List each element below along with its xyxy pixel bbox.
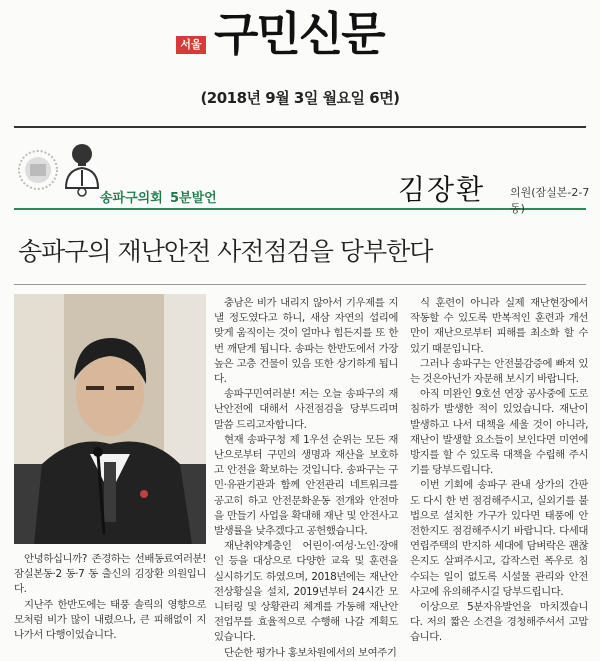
paragraph: 송파구민여러분! 저는 오늘 송파구의 재난안전에 대해서 사전점검을 당부드리며 말씀 드리고자합니다. bbox=[214, 388, 398, 431]
paragraph: 그러나 송파구는 안전불감증에 빠져 있는 것은아닌가 자문해 보시기 바랍니다. bbox=[410, 357, 588, 386]
paragraph: 지난주 한반도에는 태풍 솔릭의 영향으로 모처럼 비가 많이 내렸으나, 큰 피해없이 지나가서 다행이었습니다. bbox=[14, 598, 206, 642]
dateline: (2018년 9월 3일 월요일 6면) bbox=[200, 89, 400, 107]
paragraph: 식 훈련이 아니라 실제 재난현장에서 작동할 수 있도록 반복적인 훈련과 개선만이 재난으로부터 피해를 최소화 할 수 있기 때문입니다. bbox=[410, 297, 588, 355]
council-seal-icon bbox=[16, 148, 60, 200]
paragraph: 이상으로 5분자유발언을 마치겠습니다. 저의 짧은 소견을 경청해주셔서 고맙습니다. bbox=[410, 601, 588, 644]
paragraph: 안녕하십니까? 존경하는 선배동료여러분! 잠실본동·2 동·7 동 출신의 김장환 의원입니다. bbox=[14, 553, 206, 596]
body-column-2 bbox=[214, 296, 398, 661]
region-badge: 서울 bbox=[176, 36, 206, 54]
paragraph: 현재 송파구청 제 1우선 순위는 모든 재난으로부터 구민의 생명과 재산을 보호하고 안전을 확보하는 것입니다. 송파구는 구민·유관기관과 함께 안전관리 네트워크를 공고히 하고 안전문화운동 전개와 안전마을 만들기 사업을 확대해 재난 및 안전사고 발생률을 낮추겠다고 공헌했습니다. bbox=[214, 433, 398, 538]
masthead bbox=[0, 0, 600, 70]
speaker-photo bbox=[14, 294, 206, 544]
headline-rule bbox=[14, 284, 586, 285]
speaker-role: 의원(잠실본-2-7동) bbox=[510, 186, 590, 215]
paper-name: 구민신문 bbox=[214, 7, 384, 61]
body-column-3 bbox=[410, 296, 588, 646]
headline: 송파구의 재난안전 사전점검을 당부한다 bbox=[18, 237, 433, 266]
paragraph: 단순한 평가나 홍보차원에서의 보여주기 bbox=[224, 646, 397, 659]
paragraph: 아직 미완인 9호선 연장 공사중에 도로침하가 발생한 적이 있었습니다. 재난이 발생하고 나서 대책을 세울 것이 아니라, 재난이 발생할 요소들이 보인다면 미연에 방지를 할 수 있도록 대책을 수립해 주시기를 당부드립니다. bbox=[410, 388, 588, 477]
council-name: 송파구의회 bbox=[100, 191, 163, 206]
header-rule bbox=[14, 208, 586, 210]
paragraph: 충남은 비가 내리지 않아서 기우제를 지낼 정도였다고 하니, 새삼 자연의 섭리에 맞게 움직이는 것이 얼마나 힘든지를 또 한번 깨닫게 됩니다. 송파는 한반도에서 가장 높은 고층 건물이 있음 또한 상기하게 됩니다. bbox=[214, 297, 398, 386]
top-rule bbox=[14, 126, 586, 128]
paragraph: 재난취약계층인 어린이·여성·노인·장애인 등을 대상으로 다양한 교육 및 훈련을 실시하기도 하였으며, 2018년에는 재난안전상황실을 설치, 2019년부터 24시간 모니터링 및 상황관리 체계를 가동해 재난안전업무를 효율적으로 수행해 나갈 계획도 있습니다. bbox=[214, 540, 398, 644]
column-name: 5분발언 bbox=[170, 191, 217, 206]
speaker-name: 김장환 bbox=[398, 173, 486, 206]
body-column-1 bbox=[14, 552, 206, 643]
paragraph: 이번 기회에 송파구 관내 상가의 간판도 다시 한 번 점검해주시고, 실외기를 불법으로 설치한 가구가 있다면 태풍에 안전한지도 점검해주시기 바랍니다. 다세대 연립주택의 반지하 세대에 담벼락은 괜찮은지도 살펴주시고, 갑작스런 폭우로 침수되는 일이 없도록 시설물 관리와 안전사고에 유의해주시길 당부드립니다. bbox=[410, 479, 588, 598]
speaker-silhouette-icon bbox=[62, 140, 102, 200]
